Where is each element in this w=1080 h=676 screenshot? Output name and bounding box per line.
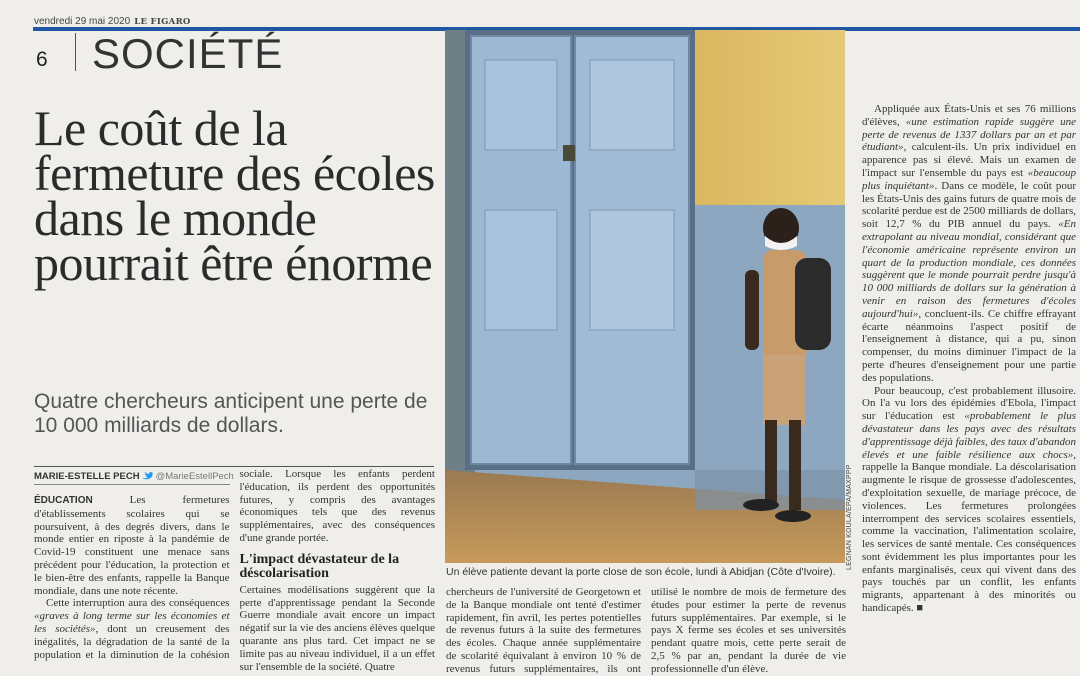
paragraph [862, 385, 1076, 615]
paragraph-text: Appliquée aux États-Unis et ses 76 millions d'élèves, [862, 103, 1076, 128]
paragraph-text: Pour beaucoup, c'est probablement illusoire. On l'a vu lors des épidémies d'Ebola, l'impact sur l'éducation est [862, 384, 1076, 423]
quote: «une estimation rapide suggère une perte de revenus de 1337 dollars par an et par étudiant» [862, 115, 1077, 154]
article-columns-left [34, 468, 435, 674]
paragraph-text: , calculent-ils. Un prix individuel en apparence pas si élevé. Mais un examen de l'impact sur l'ensemble du pays est [862, 141, 1076, 179]
section-divider [75, 33, 76, 71]
headline: Le coût de la fermeture des écoles dans le monde pourrait être énorme [34, 100, 435, 291]
newspaper-name: LE FIGARO [134, 17, 191, 27]
twitter-handle: @MarieEstellPech [155, 471, 234, 482]
byline [34, 468, 234, 482]
paragraph: Certaines modélisations suggèrent que la perte d'apprentissage pendant la Seconde Guerre mondiale avait encore un impact négatif sur la vie des anciens élèves quelque quarante ans plus tard. Cet impact ne se limite pas au niveau individuel, il a un effet sur l'ensemble de la société. Quatre [239, 583, 435, 673]
byline-rule [34, 466, 434, 467]
twitter-icon [143, 472, 153, 480]
paragraph [862, 103, 1076, 385]
paragraph-text: , dont un creusement des inégalités, la dégradation de la santé de la population et la diminution de la cohésion sociale. Lorsque les enfants perdent l'éducation, ils perdent des opportunités futures, y compris des avantages économiques tels que des revenus supplémentaires, avec des conséquences d'une grande portée. [34, 468, 435, 661]
byline-rule-bottom [34, 484, 230, 485]
quote: «probablement le plus dévastateur dans les pays avec des résultats d'apprentissage déjà faibles, des taux d'abandon élevés et une faible résilience aux chocs» [862, 410, 1077, 461]
paragraph [34, 494, 230, 597]
photo-credit: LEGNAN KOULA/EPA/MAXPPP [846, 464, 853, 570]
quote: «graves à long terme sur les économies et les sociétés» [34, 610, 230, 635]
paragraph-text: , concluent-ils. Ce chiffre effrayant écarte néanmoins l'aspect positif de l'enseignement à distance, qui a pu, sinon compenser, du moins diminuer l'impact de la perte d'heures d'enseignement pour une partie des populations. [862, 307, 1076, 384]
paragraph: chercheurs de l'université de Georgetown et de la Banque mondiale ont tenté d'estimer rapidement, fin avril, les pertes potentielles de revenus futurs à la suite des fermetures des écoles. Chaque année supplémentaire de scolarité équivalant à environ 10 % de revenus futurs supplémentaires, ils ont utilisé le nombre de mois de fermeture des études pour estimer la perte de revenus futurs supplémentaires. Par exemple, si le pays X ferme ses écoles et ses universités pendant quatre mois, cette perte serait de 2,5 % par an, pendant la durée de vie professionnelle d'un élève. [446, 586, 846, 675]
section-title: SOCIÉTÉ [92, 30, 284, 77]
paragraph-text: . Dans ce modèle, le coût pour les États-Unis des gains futurs de quatre mois de scolarité perdue est de 2500 milliards de dollars, soit 12,7 % du PIB annuel du pays. [862, 179, 1076, 231]
page-number: 6 [36, 48, 48, 71]
photo-school-door-child [445, 30, 845, 563]
issue-date: vendredi 29 mai 2020 [34, 16, 131, 27]
kicker: ÉDUCATION [34, 495, 93, 506]
paragraph-text: , rappelle la Banque mondiale. La déscolarisation augmente le risque de grossesse d'adolescentes, d'exploitation sexuelle, de mariage précoce, de violences. Les fermetures prolongées interrompent des services scolaires essentiels, comme la vaccination, l'alimentation scolaire, les services de santé mentale. Ces conséquences sont évidemment les plus importantes pour les enfants marginalisés, ceux qui vivent dans des pays touchés par un conflit, les enfants migrants, appartenant à des minorités ou handicapés. ■ [862, 448, 1076, 615]
quote: «beaucoup plus inquiétant» [862, 166, 1076, 192]
author: MARIE-ESTELLE PECH [34, 471, 140, 482]
quote: «En extrapolant au niveau mondial, considérant que l'économie américaine représente environ un quart de la production mondiale, ces données suggèrent que le monde pourrait perdre jusqu'à 10 000 milliards de dollars sur la génération à venir en raison des fermetures d'écoles aujourd'hui» [862, 218, 1076, 320]
article-photo [445, 30, 845, 563]
article-columns-middle [446, 586, 846, 676]
photo-caption: Un élève patiente devant la porte close de son école, lundi à Abidjan (Côte d'Ivoire). [446, 566, 836, 578]
paragraph-text: Les fermetures d'établissements scolaires qui se poursuivent, à des degrés divers, dans le monde entier en riposte à la pandémie de Covid-19 constituent une menace sans précédent pour l'éducation, la protection et le bien-être des enfants, rappelle la Banque mondiale, dans une note récente. [34, 494, 230, 597]
subtitle: Quatre chercheurs anticipent une perte de 10 000 milliards de dollars. [34, 390, 428, 437]
paragraph-text: Cette interruption aura des conséquences [46, 597, 230, 610]
dateline [34, 16, 191, 27]
column-5 [862, 103, 1076, 615]
intertitle: L'impact dévastateur de la déscolarisation [239, 551, 400, 581]
